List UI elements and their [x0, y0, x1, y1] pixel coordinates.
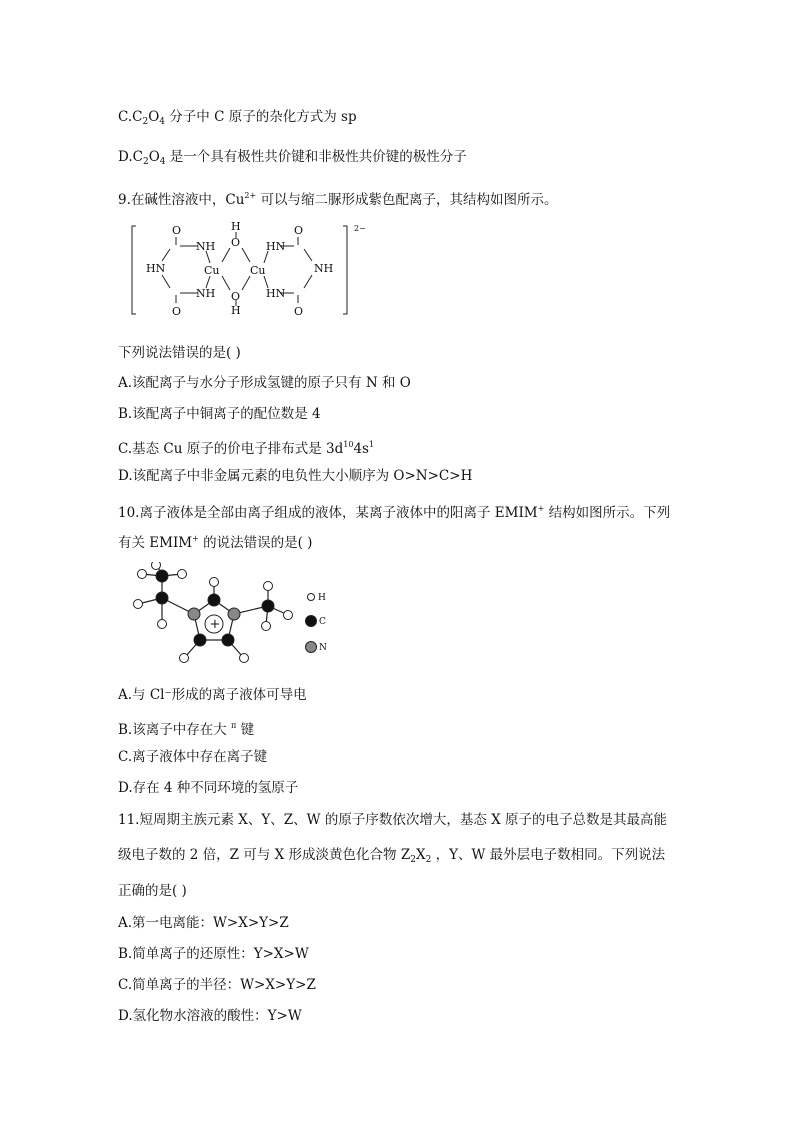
q11-option-c: C.简单离子的半径：W>X>Y>Z [118, 977, 316, 993]
q10-option-d: D.存在 4 种不同环境的氢原子 [118, 780, 299, 796]
q10-stem-line1: 10.离子液体是全部由离子组成的液体，某离子液体中的阳离子 EMIM+ 结构如图所示。下列 [118, 504, 671, 521]
svg-text:O: O [294, 224, 304, 237]
q11-stem-line2: 级电子数的 2 倍，Z 可与 X 形成淡黄色化合物 $Z_2X_2$ ，Y、W 最外层电子数相同。下列说法 [118, 847, 666, 865]
svg-text:NH: NH [314, 262, 334, 275]
q11-stem-line3: 正确的是( ) [118, 883, 187, 899]
q9-option-d: D.该配离子中非金属元素的电负性大小顺序为 O>N>C>H [118, 468, 473, 484]
svg-text:O: O [172, 305, 182, 318]
q9-stem: 9.在碱性溶液中，$Cu^{2+}$ 可以与缩二脲形成紫色配离子，其结构如图所示。 [118, 191, 558, 208]
svg-text:Cu: Cu [250, 264, 266, 277]
svg-text:O: O [231, 236, 241, 249]
svg-text:H: H [318, 593, 326, 603]
q8-option-d: $D.C_2O_4$ 是一个具有极性共价键和非极性共价键的极性分子 [118, 149, 467, 167]
q9-ask: 下列说法错误的是( ) [118, 345, 241, 361]
q8-option-c: $C.C_2O_4$ 分子中 C 原子的杂化方式为 sp [118, 109, 357, 127]
emim-cation-figure [128, 562, 338, 670]
svg-text:2−: 2− [354, 224, 366, 233]
q9-option-c: C.基态 Cu 原子的价电子排布式是 $3d^{10}4s^1$ [118, 440, 375, 457]
svg-text:HN: HN [266, 287, 286, 300]
svg-text:HN: HN [146, 262, 166, 275]
svg-text:+: + [209, 617, 221, 632]
svg-text:O: O [231, 290, 241, 303]
svg-text:NH: NH [196, 240, 216, 253]
q9-option-a: A.该配离子与水分子形成氢键的原子只有 N 和 O [118, 375, 411, 391]
svg-text:O: O [172, 224, 182, 237]
svg-text:Cu: Cu [204, 264, 220, 277]
copper-biuret-complex-figure [118, 218, 378, 322]
svg-text:NH: NH [196, 287, 216, 300]
q10-option-b: B.该离子中存在大 $^\pi$ 键 [118, 721, 255, 738]
q10-option-c: C.离子液体中存在离子键 [118, 749, 268, 765]
q11-option-b: B.简单离子的还原性：Y>X>W [118, 946, 309, 962]
svg-text:N: N [319, 643, 327, 653]
q10-stem-line2: 有关 EMIM+ 的说法错误的是( ) [118, 534, 313, 551]
q11-option-a: A.第一电离能：W>X>Y>Z [118, 915, 289, 931]
svg-text:H: H [231, 220, 241, 233]
q10-option-a: A.与 Cl⁻形成的离子液体可导电 [118, 687, 307, 703]
svg-text:C: C [319, 617, 326, 627]
q9-option-b: B.该配离子中铜离子的配位数是 4 [118, 406, 321, 422]
svg-text:O: O [294, 305, 304, 318]
q11-option-d: D.氢化物水溶液的酸性：Y>W [118, 1008, 302, 1024]
svg-text:HN: HN [266, 240, 286, 253]
q11-stem-line1: 11.短周期主族元素 X、Y、Z、W 的原子序数依次增大，基态 X 原子的电子总数是其最高能 [118, 812, 668, 828]
svg-text:H: H [231, 304, 241, 317]
